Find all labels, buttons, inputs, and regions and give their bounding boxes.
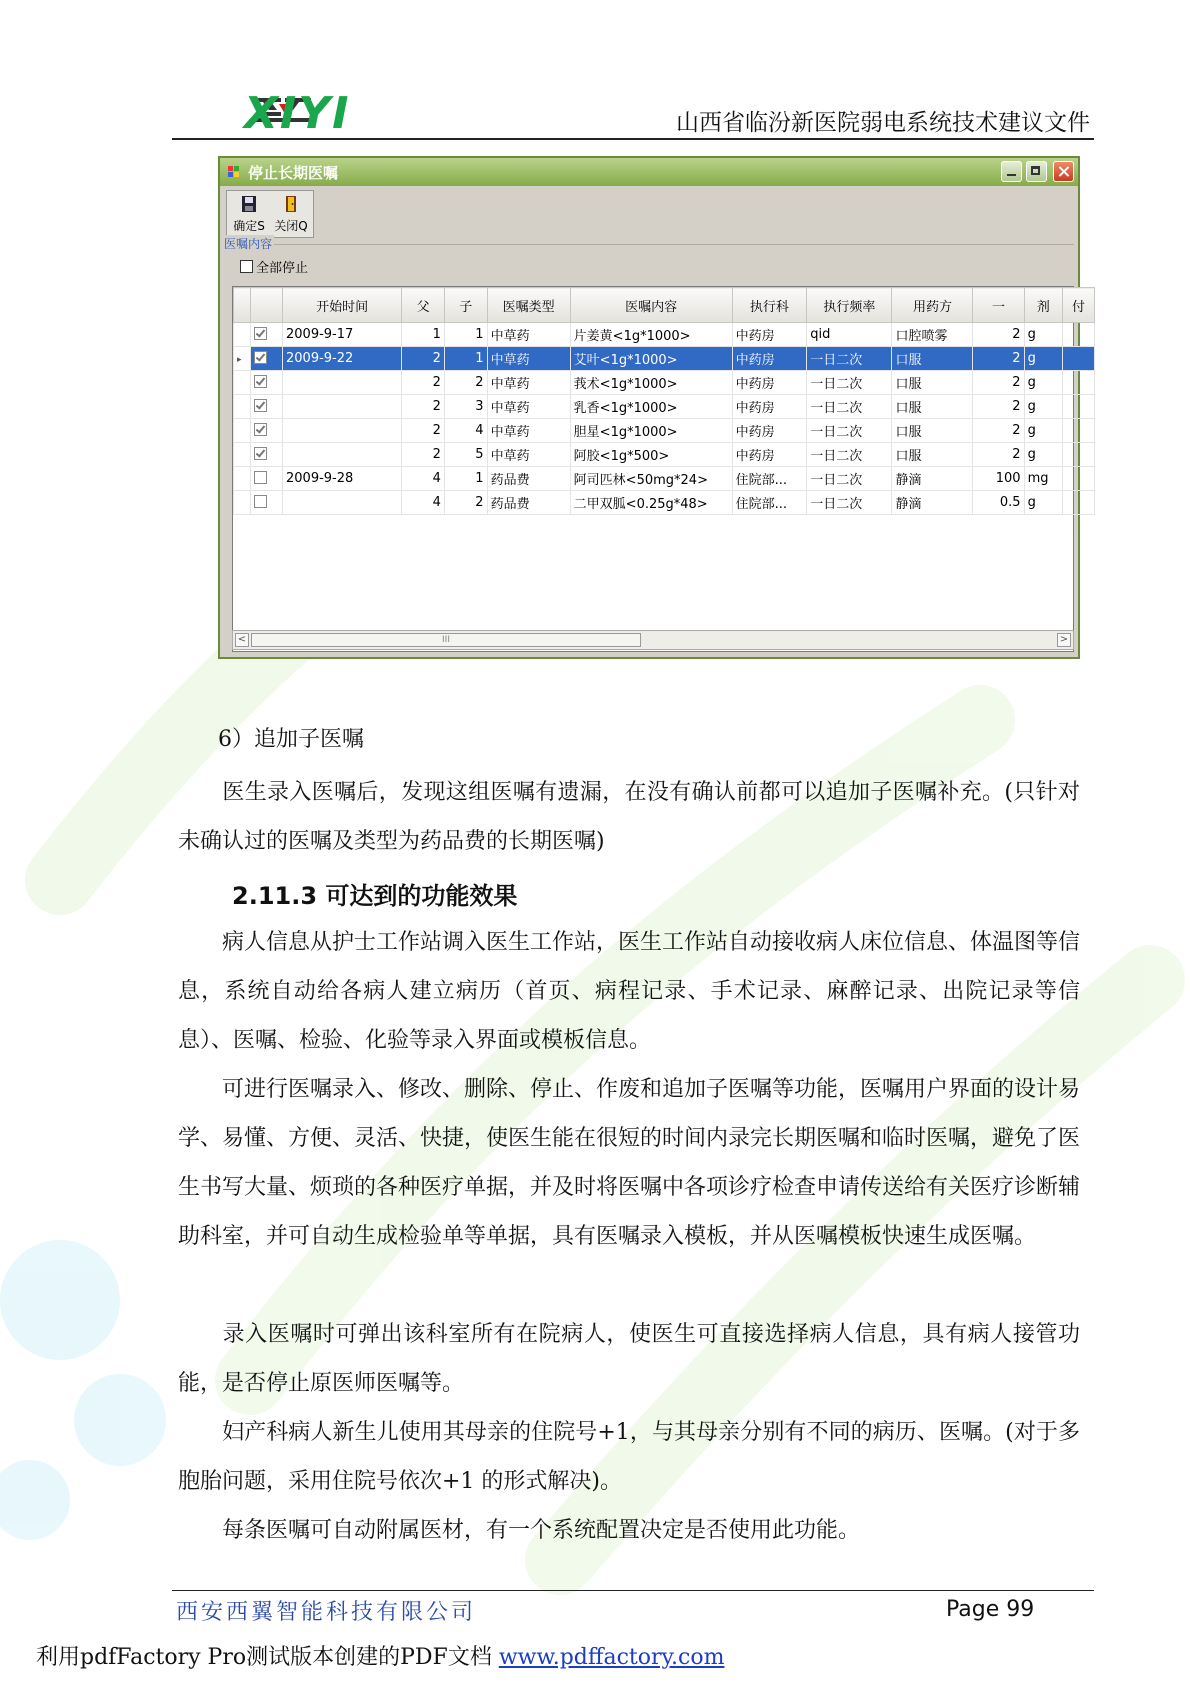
frequency-cell: 一日二次 bbox=[807, 395, 892, 419]
pay-cell bbox=[1062, 419, 1094, 443]
dose-cell: 0.5 bbox=[973, 491, 1024, 515]
pay-cell bbox=[1062, 443, 1094, 467]
row-indicator[interactable] bbox=[234, 323, 251, 347]
empty-cell bbox=[1024, 561, 1062, 584]
group-label: 医嘱内容 bbox=[224, 237, 273, 251]
empty-cell bbox=[892, 515, 973, 539]
route-cell: 口服 bbox=[892, 371, 973, 395]
frequency-cell: qid bbox=[807, 323, 892, 347]
child-cell: 1 bbox=[444, 347, 487, 371]
pay-cell bbox=[1062, 395, 1094, 419]
exit-door-icon bbox=[283, 195, 299, 213]
empty-cell bbox=[251, 515, 283, 539]
order-type-cell: 中草药 bbox=[487, 419, 570, 443]
dept-cell: 中药房 bbox=[732, 323, 807, 347]
empty-cell bbox=[487, 538, 570, 561]
stop-all-label: 全部停止 bbox=[256, 261, 309, 276]
row-indicator[interactable] bbox=[234, 491, 251, 515]
empty-cell bbox=[807, 561, 892, 584]
dose-cell: 2 bbox=[973, 323, 1024, 347]
item6-paragraph bbox=[178, 768, 1080, 866]
start-time-cell bbox=[283, 371, 402, 395]
row-checkbox-cell[interactable] bbox=[251, 347, 283, 371]
row-checkbox-cell[interactable] bbox=[251, 323, 283, 347]
unit-cell: g bbox=[1024, 491, 1062, 515]
row-checkbox[interactable] bbox=[254, 495, 267, 508]
empty-cell bbox=[732, 584, 807, 607]
order-content-group bbox=[224, 237, 1074, 276]
pdffactory-link[interactable]: www.pdffactory.com bbox=[498, 1645, 725, 1670]
paragraph-4 bbox=[178, 1408, 1080, 1506]
dept-cell: 住院部... bbox=[732, 491, 807, 515]
table-row[interactable] bbox=[234, 395, 1095, 419]
logo-text: XIYI bbox=[244, 88, 351, 139]
unit-cell: mg bbox=[1024, 467, 1062, 491]
start-time-cell: 2009-9-17 bbox=[283, 323, 402, 347]
order-content-cell: 片姜黄<1g*1000> bbox=[570, 323, 732, 347]
order-content-cell: 莪术<1g*1000> bbox=[570, 371, 732, 395]
confirm-button[interactable] bbox=[229, 193, 269, 235]
column-header[interactable]: 一 bbox=[973, 288, 1024, 323]
empty-cell bbox=[444, 561, 487, 584]
empty-row bbox=[234, 584, 1095, 607]
pdf-note-text: 利用pdfFactory Pro测试版本创建的PDF文档 bbox=[36, 1645, 499, 1670]
dose-cell: 2 bbox=[973, 395, 1024, 419]
column-header[interactable]: 开始时间 bbox=[283, 288, 402, 323]
empty-cell bbox=[444, 515, 487, 539]
row-checkbox-cell[interactable] bbox=[251, 491, 283, 515]
order-type-cell: 药品费 bbox=[487, 467, 570, 491]
column-header[interactable]: 父 bbox=[402, 288, 445, 323]
check-column-header bbox=[251, 288, 283, 323]
start-time-cell bbox=[283, 491, 402, 515]
frequency-cell: 一日二次 bbox=[807, 443, 892, 467]
parent-cell: 2 bbox=[402, 443, 445, 467]
order-type-cell: 中草药 bbox=[487, 347, 570, 371]
empty-cell bbox=[251, 538, 283, 561]
table-row[interactable] bbox=[234, 467, 1095, 491]
row-indicator[interactable] bbox=[234, 443, 251, 467]
maximize-button[interactable] bbox=[1026, 161, 1047, 182]
dose-cell: 2 bbox=[973, 371, 1024, 395]
empty-cell bbox=[732, 561, 807, 584]
empty-cell bbox=[251, 584, 283, 607]
empty-cell bbox=[402, 561, 445, 584]
paragraph-1 bbox=[178, 918, 1080, 1065]
table-row[interactable] bbox=[234, 419, 1095, 443]
table-row[interactable] bbox=[234, 323, 1095, 347]
empty-cell bbox=[234, 538, 251, 561]
scroll-left-arrow-icon[interactable]: < bbox=[235, 633, 249, 647]
minimize-button[interactable] bbox=[1001, 161, 1022, 182]
empty-cell bbox=[234, 515, 251, 539]
empty-cell bbox=[570, 561, 732, 584]
table-row[interactable] bbox=[234, 347, 1095, 371]
route-cell: 口服 bbox=[892, 347, 973, 371]
row-checkbox[interactable] bbox=[254, 327, 267, 340]
unit-cell: g bbox=[1024, 323, 1062, 347]
column-header[interactable]: 付 bbox=[1062, 288, 1094, 323]
paragraph-1-text: 病人信息从护士工作站调入医生工作站，医生工作站自动接收病人床位信息、体温图等信息，系统自动给各病人建立病历（首页、病程记录、手术记录、麻醉记录、出院记录等信息）、医嘱、检验、化验等录入界面或模板信息。 bbox=[178, 930, 1081, 1053]
order-type-cell: 中草药 bbox=[487, 443, 570, 467]
route-cell: 静滴 bbox=[892, 467, 973, 491]
order-content-cell: 阿胶<1g*500> bbox=[570, 443, 732, 467]
order-type-cell: 药品费 bbox=[487, 491, 570, 515]
empty-cell bbox=[570, 515, 732, 539]
empty-cell bbox=[444, 538, 487, 561]
pay-cell bbox=[1062, 323, 1094, 347]
order-content-cell: 艾叶<1g*1000> bbox=[570, 347, 732, 371]
order-content-cell: 胆星<1g*1000> bbox=[570, 419, 732, 443]
empty-cell bbox=[973, 561, 1024, 584]
stop-order-window bbox=[218, 156, 1085, 659]
row-checkbox[interactable] bbox=[254, 447, 267, 460]
page-header bbox=[172, 90, 1094, 140]
stop-all-checkbox[interactable] bbox=[240, 257, 308, 276]
scroll-right-arrow-icon[interactable]: > bbox=[1057, 633, 1071, 647]
empty-cell bbox=[892, 584, 973, 607]
row-indicator[interactable] bbox=[234, 419, 251, 443]
frequency-cell: 一日二次 bbox=[807, 419, 892, 443]
empty-cell bbox=[283, 515, 402, 539]
row-indicator[interactable] bbox=[234, 371, 251, 395]
empty-cell bbox=[487, 584, 570, 607]
confirm-label: 确定S bbox=[233, 219, 265, 233]
empty-cell bbox=[1062, 538, 1094, 561]
section-heading: 2.11.3 可达到的功能效果 bbox=[232, 882, 518, 910]
child-cell: 2 bbox=[444, 371, 487, 395]
start-time-cell bbox=[283, 443, 402, 467]
order-content-cell: 二甲双胍<0.25g*48> bbox=[570, 491, 732, 515]
frequency-cell: 一日二次 bbox=[807, 491, 892, 515]
paragraph-5-text: 每条医嘱可自动附属医材，有一个系统配置决定是否使用此功能。 bbox=[222, 1518, 861, 1543]
empty-cell bbox=[807, 538, 892, 561]
save-icon bbox=[241, 195, 257, 213]
parent-cell: 2 bbox=[402, 347, 445, 371]
row-checkbox[interactable] bbox=[254, 471, 267, 484]
pay-cell bbox=[1062, 467, 1094, 491]
empty-cell bbox=[570, 584, 732, 607]
horizontal-scrollbar[interactable] bbox=[232, 630, 1074, 650]
table-header-row bbox=[234, 288, 1095, 323]
column-header[interactable]: 子 bbox=[444, 288, 487, 323]
empty-cell bbox=[892, 538, 973, 561]
parent-cell: 1 bbox=[402, 323, 445, 347]
parent-cell: 2 bbox=[402, 419, 445, 443]
child-cell: 5 bbox=[444, 443, 487, 467]
row-checkbox-cell[interactable] bbox=[251, 395, 283, 419]
parent-cell: 4 bbox=[402, 491, 445, 515]
pdf-note bbox=[36, 1640, 724, 1671]
unit-cell: g bbox=[1024, 419, 1062, 443]
empty-cell bbox=[1062, 584, 1094, 607]
empty-cell bbox=[732, 538, 807, 561]
empty-cell bbox=[283, 584, 402, 607]
empty-cell bbox=[1024, 515, 1062, 539]
paragraph-3 bbox=[178, 1310, 1080, 1408]
row-checkbox[interactable] bbox=[254, 399, 267, 412]
empty-cell bbox=[283, 561, 402, 584]
unit-cell: g bbox=[1024, 347, 1062, 371]
frequency-cell: 一日二次 bbox=[807, 371, 892, 395]
order-type-cell: 中草药 bbox=[487, 395, 570, 419]
close-button[interactable] bbox=[271, 193, 311, 235]
child-cell: 2 bbox=[444, 491, 487, 515]
start-time-cell bbox=[283, 419, 402, 443]
row-indicator-header bbox=[234, 288, 251, 323]
start-time-cell: 2009-9-28 bbox=[283, 467, 402, 491]
column-header[interactable]: 用药方 bbox=[892, 288, 973, 323]
column-header[interactable]: 执行频率 bbox=[807, 288, 892, 323]
dept-cell: 中药房 bbox=[732, 419, 807, 443]
column-header[interactable]: 医嘱内容 bbox=[570, 288, 732, 323]
empty-cell bbox=[283, 538, 402, 561]
empty-cell bbox=[234, 584, 251, 607]
page-footer bbox=[172, 1590, 1094, 1631]
paragraph-5 bbox=[178, 1506, 1080, 1555]
column-header[interactable]: 执行科 bbox=[732, 288, 807, 323]
empty-row bbox=[234, 561, 1095, 584]
child-cell: 1 bbox=[444, 467, 487, 491]
child-cell: 1 bbox=[444, 323, 487, 347]
frequency-cell: 一日二次 bbox=[807, 467, 892, 491]
start-time-cell bbox=[283, 395, 402, 419]
parent-cell: 2 bbox=[402, 371, 445, 395]
unit-cell: g bbox=[1024, 371, 1062, 395]
empty-cell bbox=[487, 515, 570, 539]
header-title: 山西省临汾新医院弱电系统技术建议文件 bbox=[676, 110, 1090, 136]
toolbar bbox=[226, 190, 314, 238]
empty-cell bbox=[732, 515, 807, 539]
start-time-cell: 2009-9-22 bbox=[283, 347, 402, 371]
row-checkbox-cell[interactable] bbox=[251, 467, 283, 491]
order-content-cell: 乳香<1g*1000> bbox=[570, 395, 732, 419]
dept-cell: 中药房 bbox=[732, 443, 807, 467]
empty-cell bbox=[402, 515, 445, 539]
table-row[interactable] bbox=[234, 371, 1095, 395]
scroll-thumb[interactable]: III bbox=[251, 633, 641, 647]
row-checkbox[interactable] bbox=[254, 423, 267, 436]
dept-cell: 中药房 bbox=[732, 395, 807, 419]
empty-cell bbox=[234, 561, 251, 584]
row-checkbox-cell[interactable] bbox=[251, 371, 283, 395]
empty-cell bbox=[1062, 561, 1094, 584]
child-cell: 3 bbox=[444, 395, 487, 419]
dept-cell: 中药房 bbox=[732, 347, 807, 371]
unit-cell: g bbox=[1024, 443, 1062, 467]
empty-row bbox=[234, 515, 1095, 539]
column-header[interactable]: 剂 bbox=[1024, 288, 1062, 323]
empty-cell bbox=[487, 561, 570, 584]
order-type-cell: 中草药 bbox=[487, 371, 570, 395]
orders-grid bbox=[232, 286, 1085, 652]
parent-cell: 4 bbox=[402, 467, 445, 491]
order-type-cell: 中草药 bbox=[487, 323, 570, 347]
dept-cell: 住院部... bbox=[732, 467, 807, 491]
paragraph-4-text: 妇产科病人新生儿使用其母亲的住院号+1，与其母亲分别有不同的病历、医嘱。(对于多胞胎问题，采用住院号依次+1 的形式解决)。 bbox=[178, 1420, 1080, 1494]
row-checkbox[interactable] bbox=[254, 375, 267, 388]
row-indicator[interactable] bbox=[234, 347, 251, 371]
empty-cell bbox=[1024, 538, 1062, 561]
paragraph-2 bbox=[178, 1065, 1080, 1261]
empty-cell bbox=[973, 515, 1024, 539]
route-cell: 口腔喷雾 bbox=[892, 323, 973, 347]
item6-heading: 6）追加子医嘱 bbox=[218, 727, 364, 752]
empty-cell bbox=[1062, 515, 1094, 539]
dept-cell: 中药房 bbox=[732, 371, 807, 395]
window-title: 停止长期医嘱 bbox=[248, 164, 339, 182]
table-row[interactable] bbox=[234, 491, 1095, 515]
table-row[interactable] bbox=[234, 443, 1095, 467]
empty-cell bbox=[1024, 584, 1062, 607]
row-indicator[interactable] bbox=[234, 467, 251, 491]
pay-cell bbox=[1062, 347, 1094, 371]
route-cell: 静滴 bbox=[892, 491, 973, 515]
empty-row bbox=[234, 538, 1095, 561]
empty-cell bbox=[444, 584, 487, 607]
empty-cell bbox=[807, 584, 892, 607]
page-number: Page 99 bbox=[946, 1597, 1035, 1622]
frequency-cell: 一日二次 bbox=[807, 347, 892, 371]
route-cell: 口服 bbox=[892, 419, 973, 443]
empty-cell bbox=[251, 561, 283, 584]
window-titlebar[interactable] bbox=[220, 158, 1078, 186]
stop-all-checkbox-box[interactable] bbox=[240, 260, 253, 273]
empty-cell bbox=[402, 538, 445, 561]
dose-cell: 100 bbox=[973, 467, 1024, 491]
parent-cell: 2 bbox=[402, 395, 445, 419]
window-close-button[interactable] bbox=[1053, 161, 1074, 182]
empty-cell bbox=[973, 538, 1024, 561]
orders-table bbox=[233, 287, 1095, 607]
unit-cell: g bbox=[1024, 395, 1062, 419]
empty-cell bbox=[570, 538, 732, 561]
route-cell: 口服 bbox=[892, 395, 973, 419]
empty-cell bbox=[402, 584, 445, 607]
empty-cell bbox=[892, 561, 973, 584]
row-checkbox[interactable] bbox=[254, 351, 267, 364]
dose-cell: 2 bbox=[973, 347, 1024, 371]
footer-company: 西安西翼智能科技有限公司 bbox=[176, 1600, 477, 1625]
paragraph-3-text: 录入医嘱时可弹出该科室所有在院病人，使医生可直接选择病人信息，具有病人接管功能，是否停止原医师医嘱等。 bbox=[178, 1322, 1080, 1396]
child-cell: 4 bbox=[444, 419, 487, 443]
order-content-cell: 阿司匹林<50mg*24> bbox=[570, 467, 732, 491]
row-pointer-icon: ▸ bbox=[237, 355, 242, 365]
app-icon bbox=[228, 166, 239, 177]
row-indicator[interactable] bbox=[234, 395, 251, 419]
route-cell: 口服 bbox=[892, 443, 973, 467]
pay-cell bbox=[1062, 491, 1094, 515]
empty-cell bbox=[807, 515, 892, 539]
empty-cell bbox=[973, 584, 1024, 607]
row-checkbox-cell[interactable] bbox=[251, 443, 283, 467]
pay-cell bbox=[1062, 371, 1094, 395]
column-header[interactable]: 医嘱类型 bbox=[487, 288, 570, 323]
item6-text: 医生录入医嘱后，发现这组医嘱有遗漏，在没有确认前都可以追加子医嘱补充。(只针对未确认过的医嘱及类型为药品费的长期医嘱) bbox=[178, 780, 1080, 854]
dose-cell: 2 bbox=[973, 419, 1024, 443]
paragraph-2-text: 可进行医嘱录入、修改、删除、停止、作废和追加子医嘱等功能，医嘱用户界面的设计易学、易懂、方便、灵活、快捷，使医生能在很短的时间内录完长期医嘱和临时医嘱，避免了医生书写大量、烦琐的各种医疗单据，并及时将医嘱中各项诊疗检查申请传送给有关医疗诊断辅助科室，并可自动生成检验单等单据，具有医嘱录入模板，并从医嘱模板快速生成医嘱。 bbox=[178, 1077, 1081, 1249]
close-label: 关闭Q bbox=[274, 219, 308, 233]
dose-cell: 2 bbox=[973, 443, 1024, 467]
row-checkbox-cell[interactable] bbox=[251, 419, 283, 443]
